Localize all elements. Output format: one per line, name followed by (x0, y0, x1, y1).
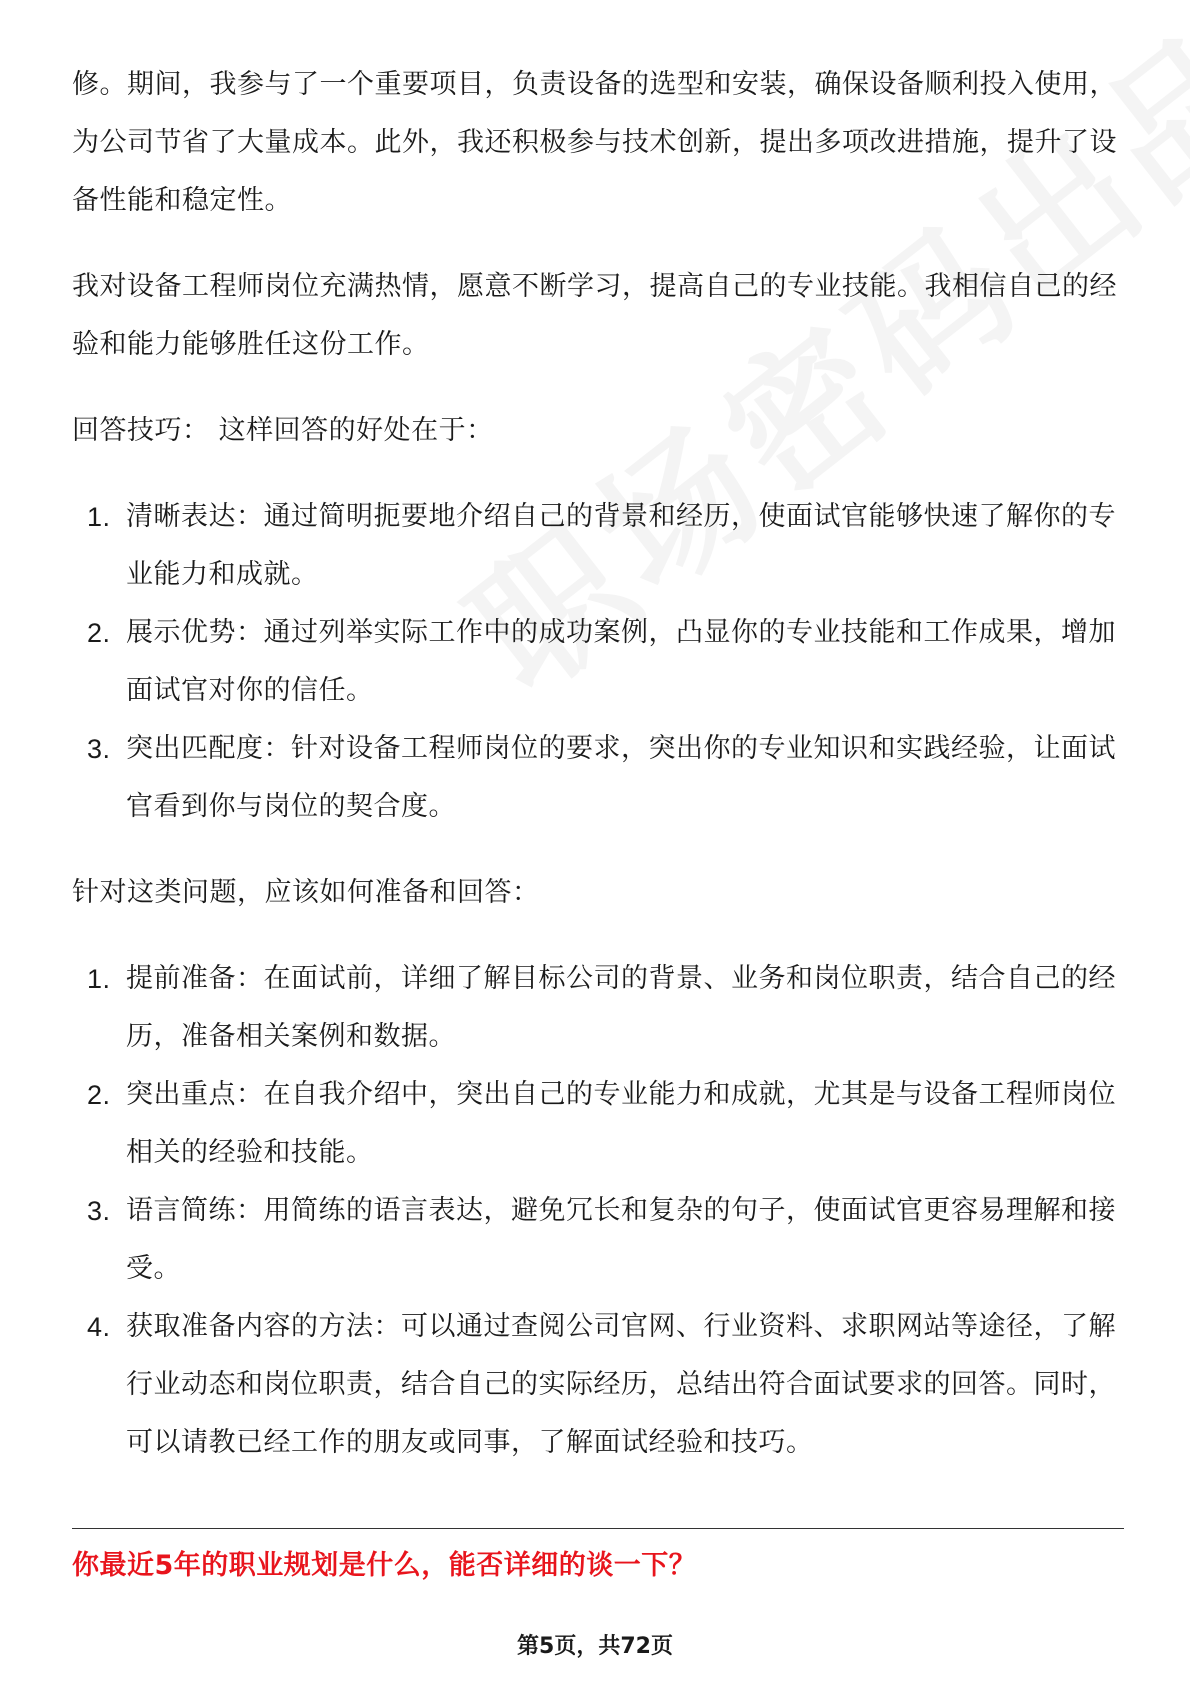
page-number: 第5页，共72页 (517, 1634, 673, 1659)
list-number: 2. (87, 618, 111, 648)
list-item-text: 展示优势：通过列举实际工作中的成功案例，凸显你的专业技能和工作成果，增加面试官对你的信任。 (126, 617, 1116, 706)
list-item (72, 604, 1124, 720)
list-item-text: 突出重点：在自我介绍中，突出自己的专业能力和成就，尤其是与设备工程师岗位相关的经验和技能。 (126, 1079, 1116, 1168)
list-number: 1. (87, 964, 111, 994)
list-item (72, 1182, 1124, 1298)
list-item (72, 1298, 1124, 1472)
tips-heading: 回答技巧： 这样回答的好处在于： (72, 415, 494, 446)
list-item-text: 提前准备：在面试前，详细了解目标公司的背景、业务和岗位职责，结合自己的经历，准备相关案例和数据。 (126, 963, 1116, 1052)
list-item (72, 488, 1124, 604)
next-question-heading: 你最近5年的职业规划是什么，能否详细的谈一下？ (72, 1550, 697, 1581)
list-number: 2. (87, 1080, 111, 1110)
tips-list (72, 488, 1124, 836)
section-divider (72, 1528, 1124, 1529)
list-number: 1. (87, 502, 111, 532)
list-item (72, 720, 1124, 836)
document-body (72, 56, 1124, 1500)
paragraph-2: 我对设备工程师岗位充满热情，愿意不断学习，提高自己的专业技能。我相信自己的经验和能力能够胜任这份工作。 (72, 271, 1117, 360)
list-item-text: 突出匹配度：针对设备工程师岗位的要求，突出你的专业知识和实践经验，让面试官看到你与岗位的契合度。 (126, 733, 1116, 822)
list-number: 3. (87, 1196, 111, 1226)
paragraph-1: 修。期间，我参与了一个重要项目，负责设备的选型和安装，确保设备顺利投入使用，为公司节省了大量成本。此外，我还积极参与技术创新，提出多项改进措施，提升了设备性能和稳定性。 (72, 69, 1117, 216)
list-item (72, 950, 1124, 1066)
list-number: 4. (87, 1312, 111, 1342)
list-item-text: 语言简练：用简练的语言表达，避免冗长和复杂的句子，使面试官更容易理解和接受。 (126, 1195, 1116, 1284)
prep-heading: 针对这类问题，应该如何准备和回答： (72, 877, 540, 908)
list-item (72, 1066, 1124, 1182)
list-item-text: 清晰表达：通过简明扼要地介绍自己的背景和经历，使面试官能够快速了解你的专业能力和成就。 (126, 501, 1116, 590)
prep-list (72, 950, 1124, 1472)
list-item-text: 获取准备内容的方法：可以通过查阅公司官网、行业资料、求职网站等途径，了解行业动态和岗位职责，结合自己的实际经历，总结出符合面试要求的回答。同时，可以请教已经工作的朋友或同事，了解面试经验和技巧。 (126, 1311, 1116, 1458)
list-number: 3. (87, 734, 111, 764)
